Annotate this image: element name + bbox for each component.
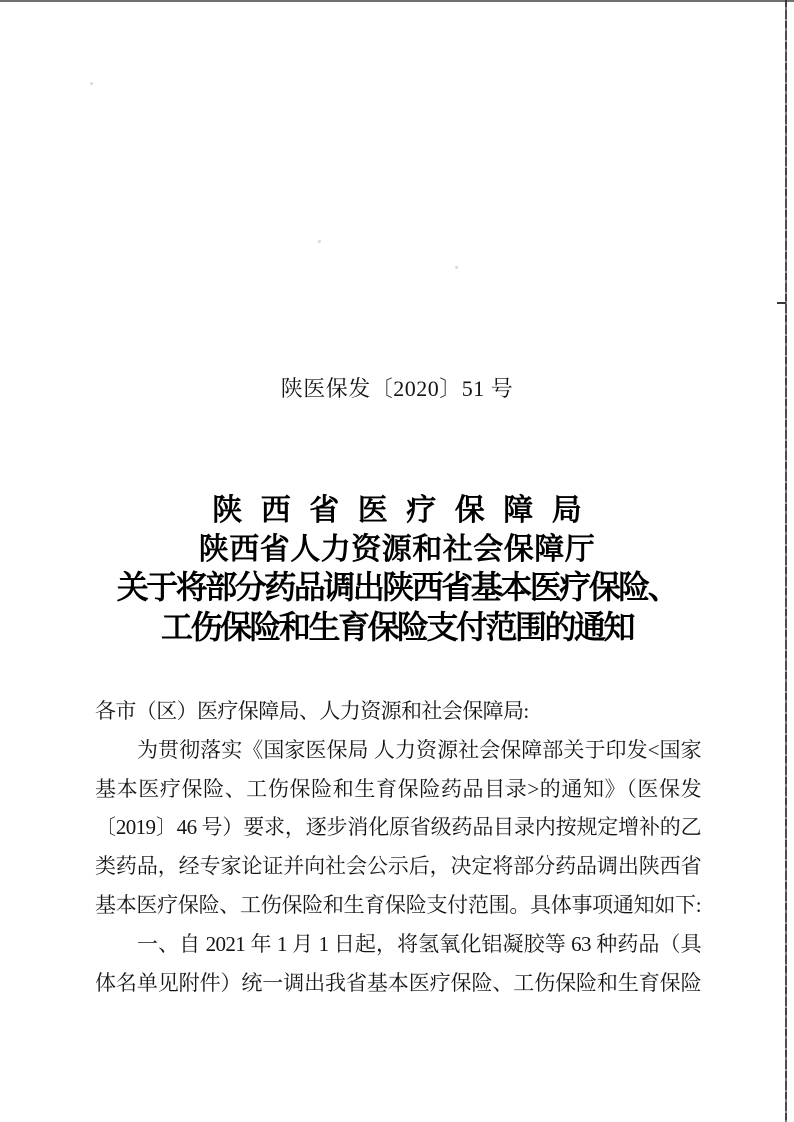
- scan-noise-speck: [90, 82, 93, 85]
- paragraph-2: [95, 925, 701, 1003]
- title-line-agency-2: 陕西省人力资源和社会保障厅: [198, 533, 596, 566]
- doc-number: 陕医保发〔2020〕51 号: [280, 376, 514, 401]
- title-line-subject-1: 关于将部分药品调出陕西省基本医疗保险、: [116, 569, 678, 605]
- salutation-line: 各市（区）医疗保障局、人力资源和社会保障局:: [95, 699, 529, 723]
- title-line-subject-2: 工伤保险和生育保险支付范围的通知: [160, 609, 633, 645]
- body-line: 基本医疗保险、工伤保险和生育保险支付范围。具体事项通知如下:: [95, 892, 701, 917]
- scan-noise-speck: [318, 240, 321, 243]
- title-line-agency-1: 陕西省医疗保障局: [212, 494, 601, 527]
- scan-noise-speck: [455, 266, 458, 269]
- scan-top-edge-line: [0, 0, 794, 2]
- paragraph-1: [95, 731, 701, 925]
- body-line: 基本医疗保险、工伤保险和生育保险药品目录>的通知》（医保发: [95, 776, 701, 801]
- scan-noise-tick: [777, 302, 786, 304]
- body-line: 体名单见附件）统一调出我省基本医疗保险、工伤保险和生育保险: [95, 970, 701, 995]
- body-line: 一、自 2021 年 1 月 1 日起，将氢氧化铝凝胶等 63 种药品（具: [137, 931, 701, 956]
- scan-right-edge-line: [785, 0, 787, 1122]
- body-line: 为贯彻落实《国家医保局 人力资源社会保障部关于印发<国家: [137, 737, 701, 762]
- body-line: 〔2019〕46 号）要求，逐步消化原省级药品目录内按规定增补的乙: [95, 815, 701, 840]
- document-body: [95, 692, 701, 1002]
- body-line: 类药品，经专家论证并向社会公示后，决定将部分药品调出陕西省: [95, 854, 701, 879]
- scan-noise-speck: [505, 785, 507, 787]
